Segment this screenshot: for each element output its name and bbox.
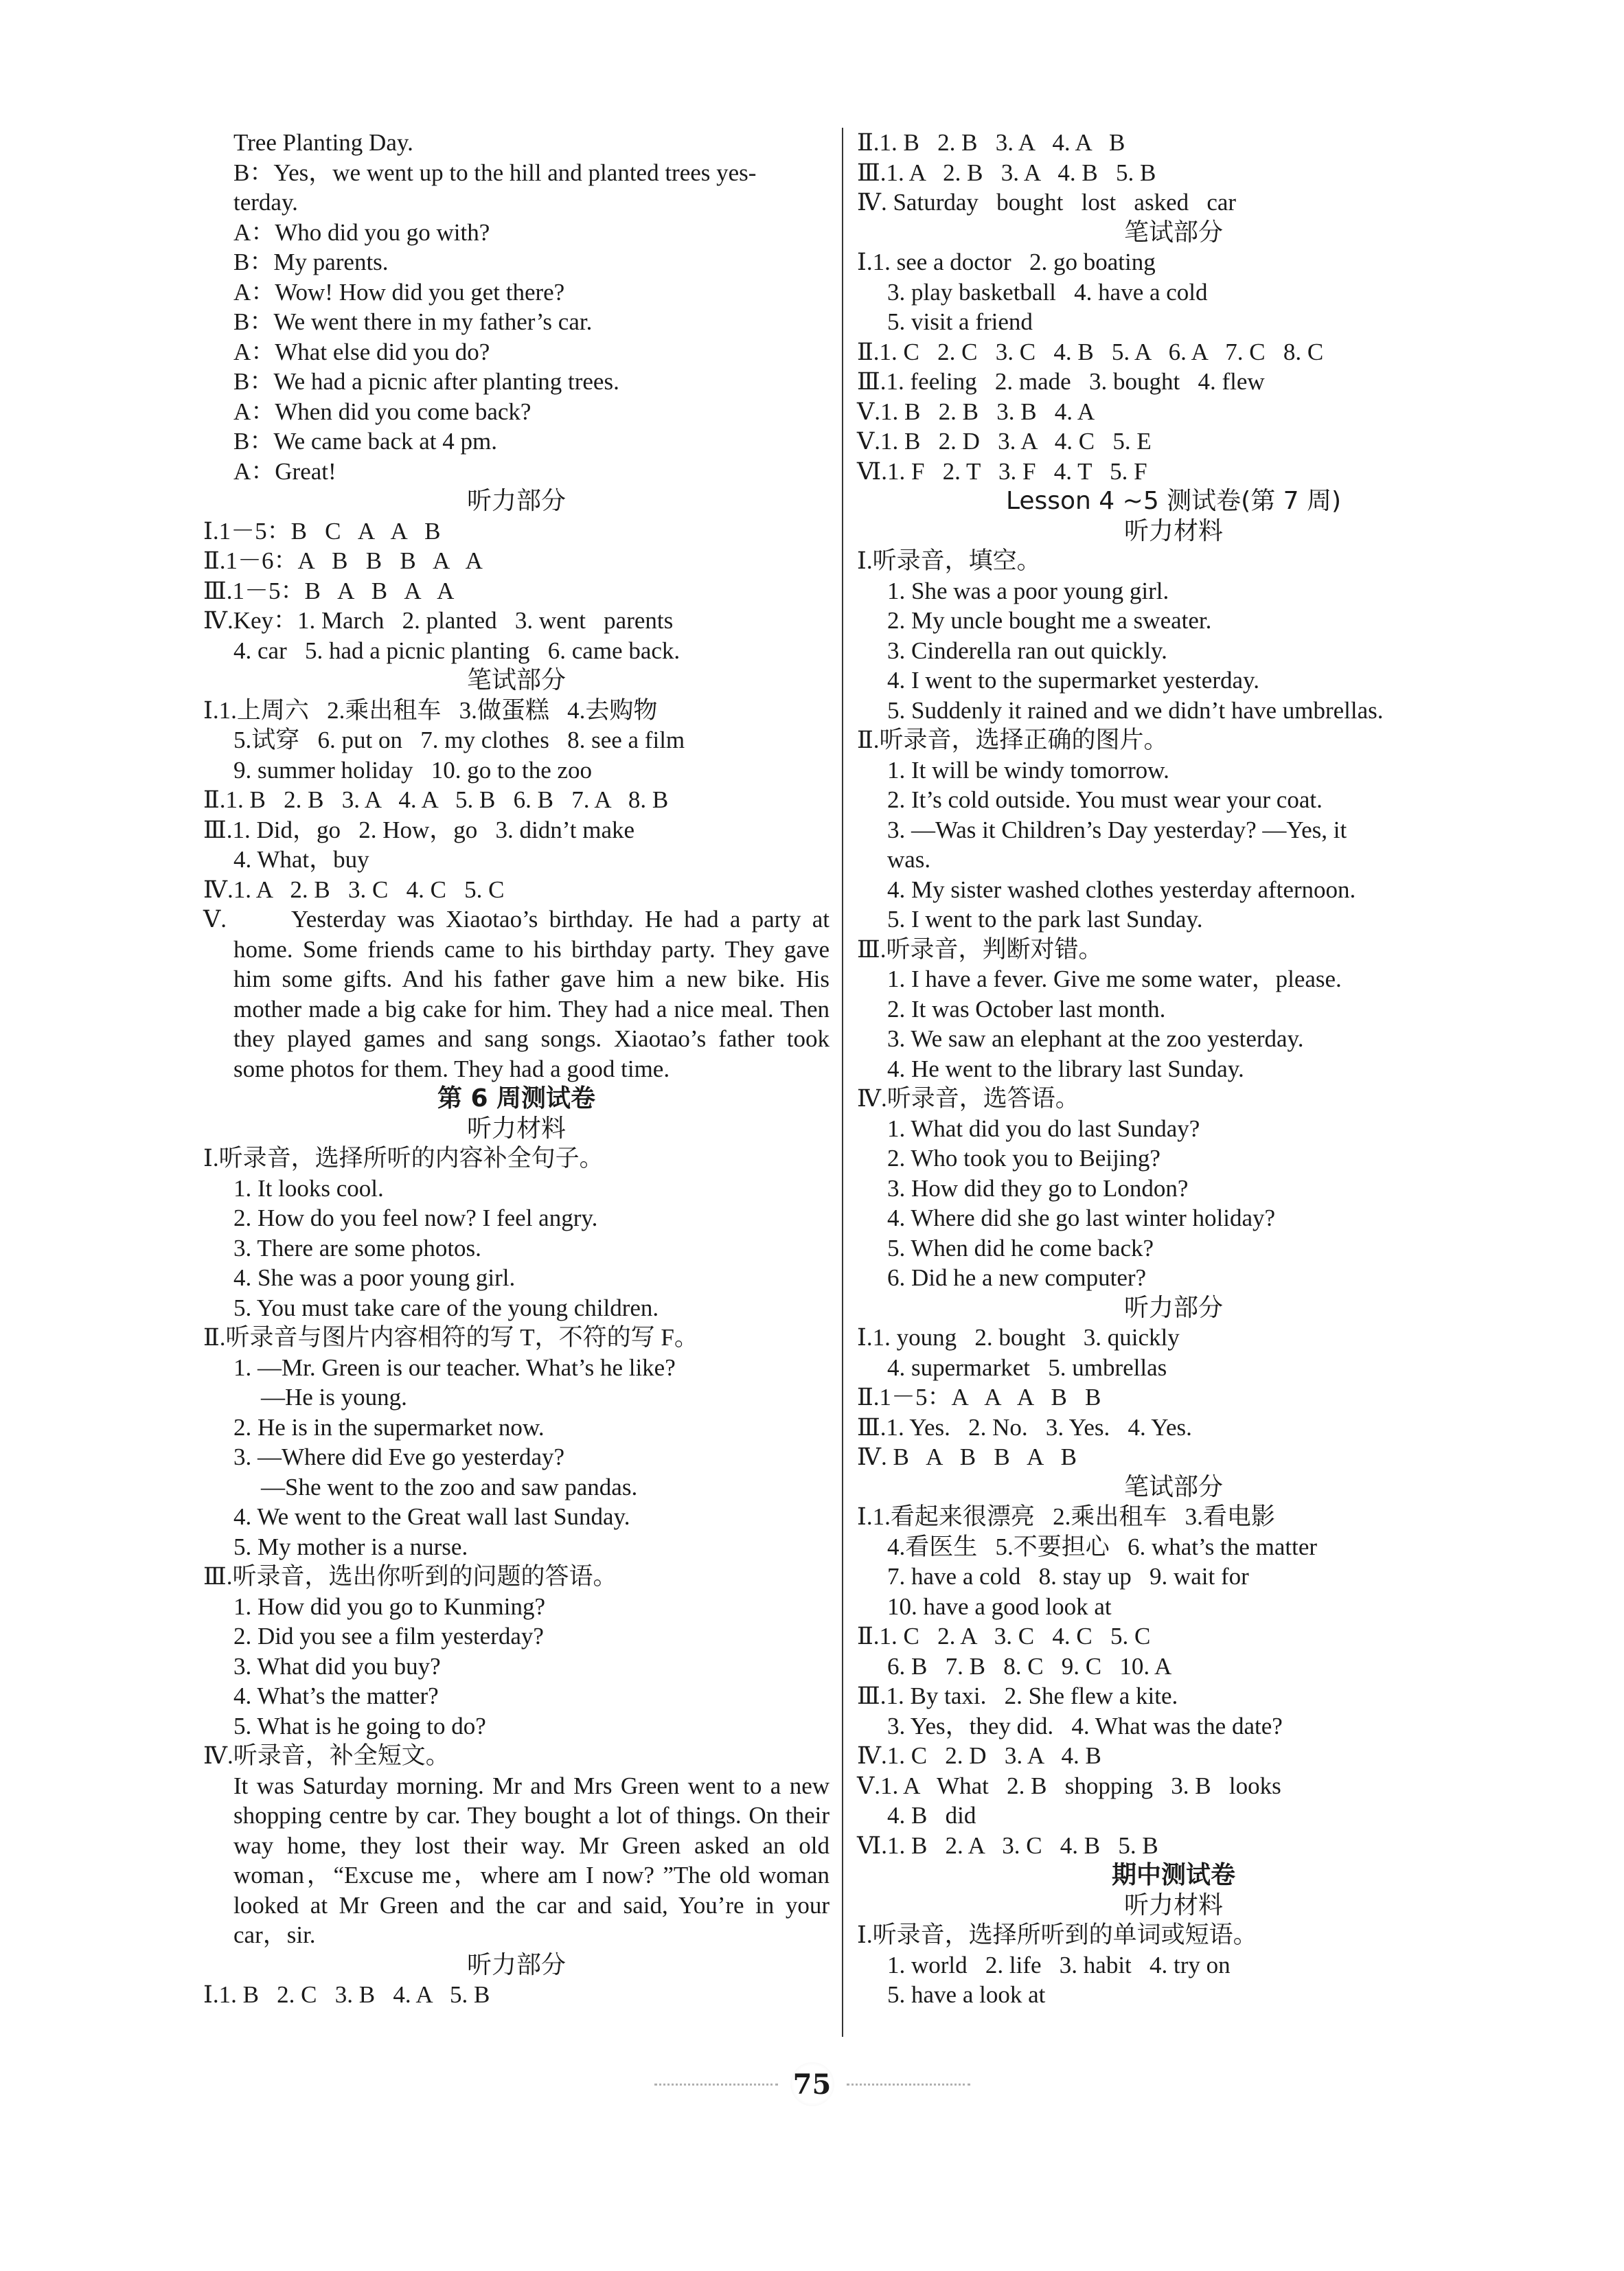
answer-line: 1. world 2. life 3. habit 4. try on: [887, 1951, 1231, 1978]
answer-line: 2. He is in the supermarket now.: [233, 1413, 545, 1441]
answer-line: 1. I have a fever. Give me some water，please.: [887, 966, 1342, 992]
answer-line: 4. What，buy: [233, 846, 369, 873]
answer-line: 5. What is he going to do?: [233, 1712, 486, 1739]
section-heading: 第 6 周测试卷: [437, 1084, 596, 1112]
answer-line: 4. She was a poor young girl.: [233, 1264, 516, 1291]
answer-line: 5. Suddenly it rained and we didn’t have umbrellas.: [887, 696, 1384, 724]
answer-line: 1. What did you do last Sunday?: [887, 1115, 1200, 1142]
answer-line: 3. Cinderella ran out quickly.: [887, 637, 1167, 664]
answer-line: 4. car 5. had a picnic planting 6. came back.: [233, 637, 681, 664]
answer-line: 6. B 7. B 8. C 9. C 10. A: [887, 1652, 1172, 1680]
right-column: [857, 128, 1490, 2010]
answer-line: 2. It’s cold outside. You must wear your coat.: [887, 786, 1323, 813]
answer-line: 2. How do you feel now? I feel angry.: [233, 1205, 598, 1231]
answer-line: Tree Planting Day.: [233, 129, 413, 156]
paragraph-text: Yesterday was Xiaotao’s birthday. He had a party at home. Some friends came to his birthday party. They gave him some gifts. And his father gave him a new bike. His mother made a big cake for him. They had a nice meal. Then they played games and sang songs. Xiaotao’s father took some photos for them. They had a good time.: [233, 906, 830, 1082]
question-line: Ⅱ.1. C 2. C 3. C 4. B 5. A 6. A 7. C 8. C: [857, 338, 1324, 365]
answer-line: —He is young.: [261, 1384, 407, 1411]
answer-line: 1. It looks cool.: [233, 1174, 384, 1202]
section-heading: 期中测试卷: [1111, 1861, 1235, 1889]
answer-line: 5. When did he come back?: [887, 1234, 1154, 1262]
answer-line: 5. My mother is a nurse.: [233, 1533, 468, 1560]
answer-line: 5. You must take care of the young children.: [233, 1294, 659, 1321]
answer-line: 4. My sister washed clothes yesterday afternoon.: [887, 876, 1356, 903]
answer-line: —She went to the zoo and saw pandas.: [261, 1473, 638, 1500]
answer-line: B：Yes，we went up to the hill and planted trees yes-: [233, 159, 757, 186]
question-line: Ⅰ.1. B 2. C 3. B 4. A 5. B: [203, 1981, 490, 2008]
answer-line: 2. Did you see a film yesterday?: [233, 1623, 544, 1650]
question-line: Ⅰ.听录音，选择所听到的单词或短语。: [857, 1921, 1257, 1948]
question-line: Ⅰ.1.看起来很漂亮 2.乘出租车 3.看电影: [857, 1503, 1275, 1530]
question-line: Ⅱ.1－6：A B B B A A: [203, 547, 483, 574]
question-line: Ⅲ.1. A 2. B 3. A 4. B 5. B: [857, 159, 1156, 186]
page-number: 75: [790, 2062, 834, 2106]
answer-line: 4. What’s the matter?: [233, 1682, 439, 1709]
section-heading: 听力部分: [466, 487, 566, 515]
question-line: Ⅱ.1. B 2. B 3. A 4. A B: [857, 129, 1125, 156]
section-heading: 笔试部分: [1123, 218, 1223, 247]
answer-line: 3. How did they go to London?: [887, 1174, 1189, 1202]
left-column: [203, 128, 830, 2010]
question-line: Ⅱ.1－5：A A A B B: [857, 1384, 1101, 1411]
question-line: Ⅳ.1. A 2. B 3. C 4. C 5. C: [203, 876, 505, 903]
listening-paragraph: It was Saturday morning. Mr and Mrs Green went to a new shopping centre by car. They bought a lot of things. On their way home, they lost their way. Mr Green asked an old woman，“Excuse me，where am I now? ”The old woman looked at Mr Green and the car and said, You’re in your car，sir.: [233, 1772, 830, 1948]
answer-line: A：Wow! How did you get there?: [233, 278, 565, 306]
question-line: Ⅳ.1. C 2. D 3. A 4. B: [857, 1742, 1101, 1769]
answer-line: 5. visit a friend: [887, 308, 1033, 335]
answer-line: B：We came back at 4 pm.: [233, 428, 497, 455]
question-line: Ⅲ.听录音，选出你听到的问题的答语。: [203, 1563, 617, 1590]
answer-line: 3. We saw an elephant at the zoo yesterday.: [887, 1025, 1304, 1052]
answer-line: terday.: [233, 189, 298, 216]
section-heading: 听力部分: [1123, 1293, 1223, 1322]
answer-line: 1. It will be windy tomorrow.: [887, 756, 1169, 784]
section-label: Ⅴ.: [203, 906, 227, 933]
question-line: Ⅱ.听录音与图片内容相符的写 T，不符的写 F。: [203, 1324, 698, 1351]
answer-line: 2. It was October last month.: [887, 995, 1166, 1023]
question-line: Ⅵ.1. F 2. T 3. F 4. T 5. F: [857, 457, 1147, 485]
answer-line: 4. We went to the Great wall last Sunday.: [233, 1503, 630, 1530]
answer-line: 3. —Was it Children’s Day yesterday? —Yes, it: [887, 816, 1347, 843]
column-divider: [842, 128, 843, 2037]
question-line: Ⅰ.1. see a doctor 2. go boating: [857, 249, 1156, 275]
answer-line: 3. Yes，they did. 4. What was the date?: [887, 1712, 1283, 1739]
answer-line: A：Who did you go with?: [233, 218, 490, 246]
question-line: Ⅳ. B A B B A B: [857, 1443, 1077, 1470]
question-line: Ⅲ.1. Did，go 2. How，go 3. didn’t make: [203, 816, 635, 843]
answer-line: 7. have a cold 8. stay up 9. wait for: [887, 1563, 1249, 1590]
answer-line: 3. —Where did Eve go yesterday?: [233, 1443, 565, 1470]
question-line: Ⅳ.Key：1. March 2. planted 3. went parents: [203, 607, 674, 634]
question-line: Ⅰ.听录音，选择所听的内容补全句子。: [203, 1145, 604, 1172]
answer-line: 4. supermarket 5. umbrellas: [887, 1354, 1167, 1381]
question-line: Ⅴ.1. B 2. B 3. B 4. A: [857, 398, 1095, 425]
answer-line: 4.看医生 5.不要担心 6. what’s the matter: [887, 1533, 1318, 1560]
question-line: Ⅳ.听录音，选答语。: [857, 1085, 1079, 1112]
section-heading: 听力材料: [466, 1114, 566, 1143]
question-line: Ⅲ.听录音，判断对错。: [857, 935, 1103, 963]
section-heading: 笔试部分: [466, 666, 566, 694]
answer-line: B：My parents.: [233, 249, 389, 275]
answer-line: was.: [887, 846, 931, 873]
answer-line: 1. —Mr. Green is our teacher. What’s he like?: [233, 1354, 676, 1381]
answer-line: 2. Who took you to Beijing?: [887, 1145, 1160, 1172]
answer-line: 10. have a good look at: [887, 1593, 1112, 1620]
answer-line: 9. summer holiday 10. go to the zoo: [233, 756, 593, 784]
section-heading: 听力材料: [1123, 516, 1223, 545]
question-line: Ⅱ.1. B 2. B 3. A 4. A 5. B 6. B 7. A 8. B: [203, 786, 669, 813]
footer-dots-right: [847, 2084, 970, 2086]
question-line: Ⅴ.1. A What 2. B shopping 3. B looks: [857, 1772, 1281, 1799]
answer-line: 4. B did: [887, 1802, 976, 1829]
answer-line: 4. Where did she go last winter holiday?: [887, 1205, 1276, 1231]
question-line: Ⅴ.1. B 2. D 3. A 4. C 5. E: [857, 428, 1152, 455]
answer-line: B：We went there in my father’s car.: [233, 308, 593, 335]
page-number-footer: [0, 2060, 1624, 2108]
answer-line: 1. She was a poor young girl.: [887, 577, 1169, 604]
answer-line: 5. have a look at: [887, 1981, 1046, 2008]
answer-line: 2. My uncle bought me a sweater.: [887, 607, 1212, 634]
answer-line: A：What else did you do?: [233, 338, 490, 365]
question-line: Ⅱ.1. C 2. A 3. C 4. C 5. C: [857, 1623, 1151, 1650]
question-line: Ⅲ.1. Yes. 2. No. 3. Yes. 4. Yes.: [857, 1413, 1192, 1441]
answer-line: 3. play basketball 4. have a cold: [887, 278, 1208, 306]
question-line: Ⅰ.1－5：B C A A B: [203, 517, 441, 545]
section-heading: 听力部分: [466, 1950, 566, 1979]
question-line: Ⅵ.1. B 2. A 3. C 4. B 5. B: [857, 1831, 1158, 1859]
section-heading: Lesson 4 ~5 测试卷(第 7 周): [1005, 487, 1342, 515]
answer-line: 1. How did you go to Kunming?: [233, 1593, 546, 1620]
question-line: Ⅰ.1. young 2. bought 3. quickly: [857, 1324, 1180, 1351]
answer-line: A：Great!: [233, 457, 336, 485]
question-line: Ⅰ.1.上周六 2.乘出租车 3.做蛋糕 4.去购物: [203, 696, 658, 724]
question-line: Ⅲ.1－5：B A B A A: [203, 577, 455, 604]
answer-line: 5. I went to the park last Sunday.: [887, 906, 1203, 933]
section-heading: 笔试部分: [1123, 1472, 1223, 1501]
answer-line: 4. I went to the supermarket yesterday.: [887, 667, 1259, 694]
question-line: Ⅳ. Saturday bought lost asked car: [857, 189, 1237, 216]
answer-line: B：We had a picnic after planting trees.: [233, 368, 619, 395]
answer-line: 5.试穿 6. put on 7. my clothes 8. see a film: [233, 727, 685, 753]
answer-line: 6. Did he a new computer?: [887, 1264, 1147, 1291]
section-heading: 听力材料: [1123, 1891, 1223, 1919]
question-line: Ⅳ.听录音，补全短文。: [203, 1742, 450, 1769]
answer-line: 3. What did you buy?: [233, 1652, 441, 1680]
question-line: Ⅲ.1. By taxi. 2. She flew a kite.: [857, 1682, 1178, 1709]
question-line: Ⅲ.1. feeling 2. made 3. bought 4. flew: [857, 368, 1265, 395]
answer-line: A：When did you come back?: [233, 398, 531, 425]
footer-dots-left: [654, 2084, 778, 2086]
answer-paragraph: [203, 904, 830, 1084]
question-line: Ⅰ.听录音，填空。: [857, 547, 1041, 574]
answer-line: 3. There are some photos.: [233, 1234, 481, 1262]
answer-line: 4. He went to the library last Sunday.: [887, 1055, 1244, 1082]
question-line: Ⅱ.听录音，选择正确的图片。: [857, 727, 1168, 753]
